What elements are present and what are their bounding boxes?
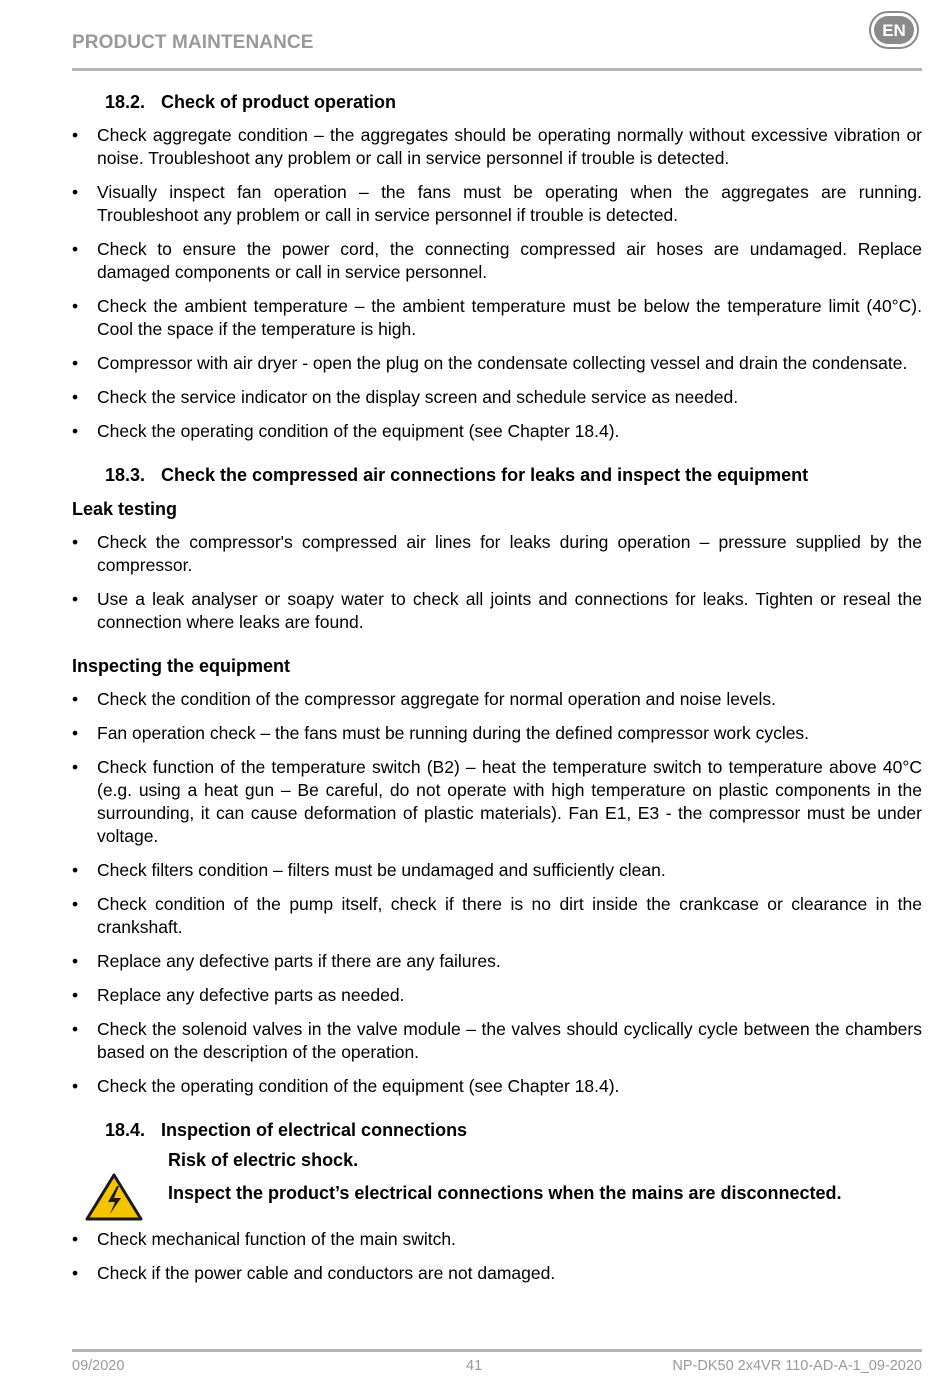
section-18-2-title [105, 90, 922, 114]
list-item [72, 588, 922, 634]
list-item [72, 984, 922, 1007]
bullet: • [72, 387, 79, 407]
list-item [72, 1018, 922, 1064]
list-item [72, 124, 922, 170]
list-item-text: Check condition of the pump itself, check if there is no dirt inside the crankcase or clearance in the crankshaft. [97, 894, 922, 937]
list-item [72, 238, 922, 284]
list-item [72, 722, 922, 745]
warning-text: Inspect the product’s electrical connections when the mains are disconnected. [168, 1183, 842, 1203]
list-item [72, 950, 922, 973]
bullet: • [72, 951, 79, 971]
language-badge [868, 10, 920, 50]
bullet: • [72, 532, 79, 552]
list-item [72, 386, 922, 409]
bullet: • [72, 985, 79, 1005]
bullet: • [72, 589, 79, 609]
bullet: • [72, 860, 79, 880]
bullet: • [72, 1263, 79, 1283]
list-item-text: Check the solenoid valves in the valve module – the valves should cyclically cycle between the chambers based on the description of the operation. [97, 1019, 922, 1062]
bullet: • [72, 1229, 79, 1249]
inspecting-equipment-list [72, 688, 922, 1098]
bullet: • [72, 353, 79, 373]
bullet: • [72, 239, 79, 259]
list-item [72, 1075, 922, 1098]
list-item [72, 420, 922, 443]
page-number: 41 [466, 1358, 483, 1374]
bullet: • [72, 421, 79, 441]
list-item [72, 756, 922, 848]
warning-title: Risk of electric shock. [168, 1150, 359, 1170]
electric-shock-warning [72, 1148, 922, 1228]
bullet: • [72, 125, 79, 145]
bullet: • [72, 894, 79, 914]
list-item-text: Check the compressor's compressed air lines for leaks during operation – pressure supplied by the compressor. [97, 532, 922, 575]
list-item-text: Replace any defective parts if there are any failures. [97, 951, 501, 971]
list-item-text: Check the service indicator on the display screen and schedule service as needed. [97, 387, 739, 407]
list-item-text: Compressor with air dryer - open the plug on the condensate collecting vessel and drain the condensate. [97, 353, 908, 373]
bullet: • [72, 1076, 79, 1096]
list-item [72, 688, 922, 711]
inspecting-equipment-heading: Inspecting the equipment [72, 656, 291, 676]
list-item-text: Check the operating condition of the equipment (see Chapter 18.4). [97, 421, 620, 441]
list-item [72, 1228, 922, 1251]
list-item-text: Check to ensure the power cord, the connecting compressed air hoses are undamaged. Replace damaged components or call in service personnel. [97, 239, 922, 282]
footer-date: 09/2020 [72, 1358, 125, 1374]
bullet: • [72, 296, 79, 316]
list-item-text: Check the ambient temperature – the ambient temperature must be below the temperature limit (40°C). Cool the space if the temperature is high. [97, 296, 922, 339]
electric-shock-warning-icon [84, 1172, 144, 1222]
footer-divider [72, 1349, 922, 1352]
header-title: PRODUCT MAINTENANCE [72, 32, 314, 53]
bullet: • [72, 689, 79, 709]
bullet: • [72, 182, 79, 202]
list-item-text: Check the operating condition of the equipment (see Chapter 18.4). [97, 1076, 620, 1096]
list-item-text: Check mechanical function of the main switch. [97, 1229, 456, 1249]
language-badge-label: EN [882, 21, 906, 40]
list-item-text: Check filters condition – filters must be undamaged and sufficiently clean. [97, 860, 666, 880]
header-divider [72, 68, 922, 71]
list-item-text: Replace any defective parts as needed. [97, 985, 405, 1005]
list-item [72, 531, 922, 577]
section-18-3-title [105, 463, 922, 487]
list-item-text: Check function of the temperature switch (B2) – heat the temperature switch to temperature above 40°C (e.g. using a heat gun – Be careful, do not operate with high temperature on plastic components in the surrounding, it can cause deformation of plastic materials). Fan E1, E3 - the compressor must be under voltage. [97, 757, 922, 846]
bullet: • [72, 723, 79, 743]
list-item-text: Check if the power cable and conductors are not damaged. [97, 1263, 556, 1283]
list-item-text: Fan operation check – the fans must be running during the defined compressor work cycles. [97, 723, 810, 743]
bullet: • [72, 1019, 79, 1039]
document-id: NP-DK50 2x4VR 110-AD-A-1_09-2020 [672, 1358, 922, 1374]
list-item-text: Check the condition of the compressor aggregate for normal operation and noise levels. [97, 689, 777, 709]
bullet: • [72, 757, 79, 777]
list-item-text: Check aggregate condition – the aggregates should be operating normally without excessive vibration or noise. Troubleshoot any problem or call in service personnel if trouble is detected. [97, 125, 922, 168]
section-title-text: Check of product operation [161, 92, 397, 112]
list-item-text: Visually inspect fan operation – the fans must be operating when the aggregates are running. Troubleshoot any problem or call in service personnel if trouble is detected. [97, 182, 922, 225]
leak-testing-list [72, 531, 922, 634]
section-number: 18.2. [105, 92, 146, 112]
list-item [72, 893, 922, 939]
section-number: 18.3. [105, 465, 146, 485]
list-item [72, 181, 922, 227]
main-content [72, 90, 922, 1296]
section-18-2-list [72, 124, 922, 443]
section-title-text: Check the compressed air connections for leaks and inspect the equipment [161, 465, 809, 485]
section-number: 18.4. [105, 1120, 146, 1140]
section-title-text: Inspection of electrical connections [161, 1120, 468, 1140]
section-18-4-title [105, 1118, 922, 1142]
list-item [72, 859, 922, 882]
list-item [72, 295, 922, 341]
list-item-text: Use a leak analyser or soapy water to check all joints and connections for leaks. Tighten or reseal the connection where leaks are found. [97, 589, 922, 632]
list-item [72, 352, 922, 375]
list-item [72, 1262, 922, 1285]
section-18-4-list [72, 1228, 922, 1285]
leak-testing-heading: Leak testing [72, 499, 178, 519]
